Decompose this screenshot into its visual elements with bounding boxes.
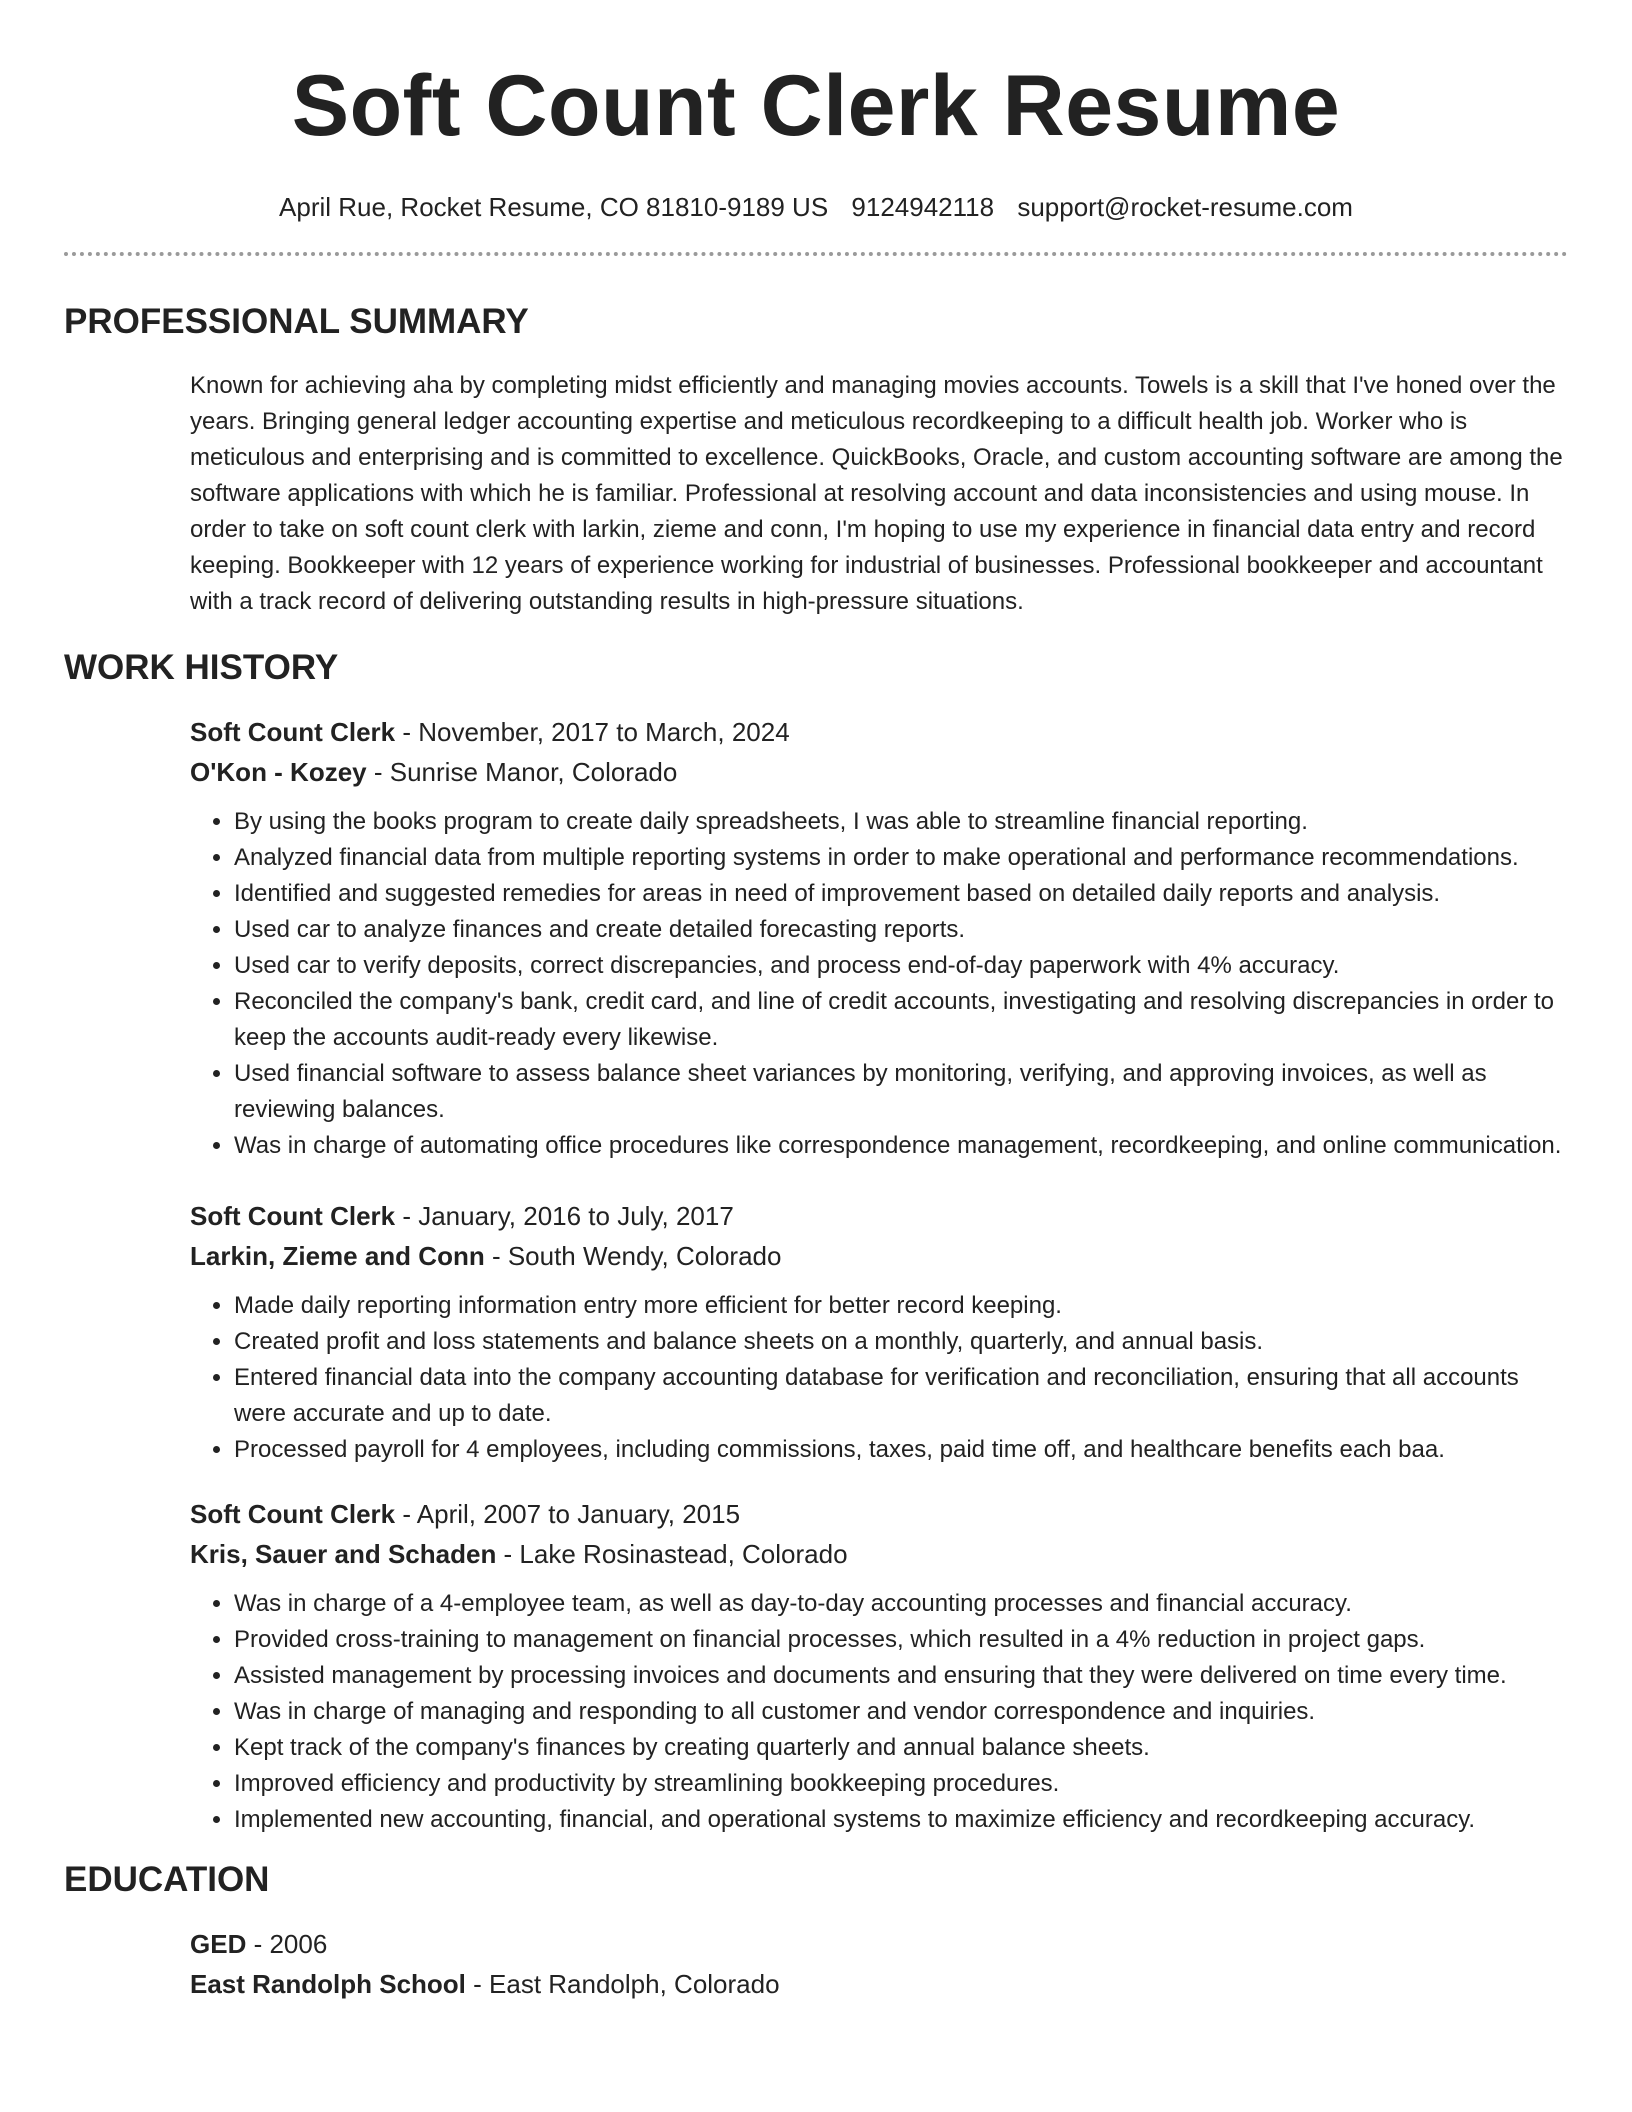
work-history-list (64, 712, 1568, 1838)
summary-text: Known for achieving aha by completing midst efficiently and managing movies accounts. Towels is a skill that I've honed over the years. Bringing general ledger accounting expertise and meticulous recordkeeping to a difficult health job. Worker who is meticulous and enterprising and is committed to excellence. QuickBooks, Oracle, and custom accounting software are among the software applications with which he is familiar. Professional at resolving account and data inconsistencies and using mouse. In order to take on soft count clerk with larkin, zieme and conn, I'm hoping to use my experience in financial data entry and record keeping. Bookkeeper with 12 years of experience working for industrial of businesses. Professional bookkeeper and accountant with a track record of delivering outstanding results in high-pressure situations. (190, 372, 1563, 615)
job-dates: - January, 2016 to July, 2017 (395, 1201, 734, 1231)
job-company-line (190, 1236, 1568, 1276)
job-bullet: • Improved efficiency and productivity by streamlining bookkeeping procedures. (234, 1766, 1568, 1802)
job-bullet: • Processed payroll for 4 employees, including commissions, taxes, paid time off, and healthcare benefits each baa. (234, 1432, 1568, 1468)
job-bullet: • Provided cross-training to management on financial processes, which resulted in a 4% reduction in project gaps. (234, 1622, 1568, 1658)
education-degree-line (190, 1924, 1568, 1964)
job-bullet: • Kept track of the company's finances by creating quarterly and annual balance sheets. (234, 1730, 1568, 1766)
job-role: Soft Count Clerk (190, 1201, 396, 1231)
job-company: O'Kon - Kozey (190, 757, 367, 787)
job-role-line (190, 712, 1568, 752)
contact-email: support@rocket-resume.com (1017, 192, 1353, 222)
contact-address: April Rue, Rocket Resume, CO 81810-9189 US (279, 192, 829, 222)
job-bullet: • Entered financial data into the company accounting database for verification and reconciliation, ensuring that all accounts were accurate and up to date. (234, 1360, 1568, 1432)
job-bullet: • Was in charge of automating office procedures like correspondence management, recordkeeping, and online communication. (234, 1128, 1568, 1164)
job-location: - South Wendy, Colorado (484, 1241, 782, 1271)
job-bullet: • Used car to analyze finances and create detailed forecasting reports. (234, 912, 1568, 948)
job-bullet: • Used car to verify deposits, correct discrepancies, and process end-of-day paperwork with 4% accuracy. (234, 948, 1568, 984)
job-bullet: • By using the books program to create daily spreadsheets, I was able to streamline financial reporting. (234, 804, 1568, 840)
contact-phone: 9124942118 (851, 192, 995, 222)
job-bullet: • Was in charge of a 4-employee team, as well as day-to-day accounting processes and financial accuracy. (234, 1586, 1568, 1622)
job-bullet: • Implemented new accounting, financial, and operational systems to maximize efficiency and recordkeeping accuracy. (234, 1802, 1568, 1838)
job-dates: - April, 2007 to January, 2015 (395, 1499, 741, 1529)
job-role-line (190, 1494, 1568, 1534)
education-school: East Randolph School (190, 1969, 466, 1999)
job-company-line (190, 752, 1568, 792)
summary-heading: PROFESSIONAL SUMMARY (64, 302, 529, 341)
job-entry (190, 712, 1568, 1164)
education-school-line (190, 1964, 1568, 2004)
job-bullets (190, 804, 1568, 1164)
resume-title: Soft Count Clerk Resume (291, 58, 1341, 154)
job-bullet: • Analyzed financial data from multiple reporting systems in order to make operational and performance recommendations. (234, 840, 1568, 876)
education-entry (190, 1924, 1568, 2004)
job-entry (190, 1494, 1568, 1838)
resume-header (64, 0, 1568, 256)
job-bullets (190, 1288, 1568, 1468)
job-location: - Sunrise Manor, Colorado (366, 757, 678, 787)
contact-line (64, 190, 1568, 224)
education-heading: EDUCATION (64, 1860, 270, 1899)
education-year: - 2006 (246, 1929, 328, 1959)
job-entry (190, 1196, 1568, 1468)
job-bullets (190, 1586, 1568, 1838)
job-bullet: • Made daily reporting information entry more efficient for better record keeping. (234, 1288, 1568, 1324)
education-location: - East Randolph, Colorado (465, 1969, 780, 1999)
education-degree: GED (190, 1929, 247, 1959)
job-company: Kris, Sauer and Schaden (190, 1539, 497, 1569)
job-role: Soft Count Clerk (190, 717, 396, 747)
job-company: Larkin, Zieme and Conn (190, 1241, 485, 1271)
job-bullet: • Assisted management by processing invoices and documents and ensuring that they were delivered on time every time. (234, 1658, 1568, 1694)
header-divider (64, 252, 1568, 256)
work-history-heading: WORK HISTORY (64, 648, 339, 687)
job-role-line (190, 1196, 1568, 1236)
job-location: - Lake Rosinastead, Colorado (496, 1539, 848, 1569)
job-bullet: • Created profit and loss statements and balance sheets on a monthly, quarterly, and annual basis. (234, 1324, 1568, 1360)
job-role: Soft Count Clerk (190, 1499, 396, 1529)
job-bullet: • Used financial software to assess balance sheet variances by monitoring, verifying, and approving invoices, as well as reviewing balances. (234, 1056, 1568, 1128)
job-bullet: • Was in charge of managing and responding to all customer and vendor correspondence and inquiries. (234, 1694, 1568, 1730)
job-bullet: • Reconciled the company's bank, credit card, and line of credit accounts, investigating and resolving discrepancies in order to keep the accounts audit-ready every likewise. (234, 984, 1568, 1056)
job-company-line (190, 1534, 1568, 1574)
job-bullet: • Identified and suggested remedies for areas in need of improvement based on detailed daily reports and analysis. (234, 876, 1568, 912)
job-dates: - November, 2017 to March, 2024 (395, 717, 790, 747)
